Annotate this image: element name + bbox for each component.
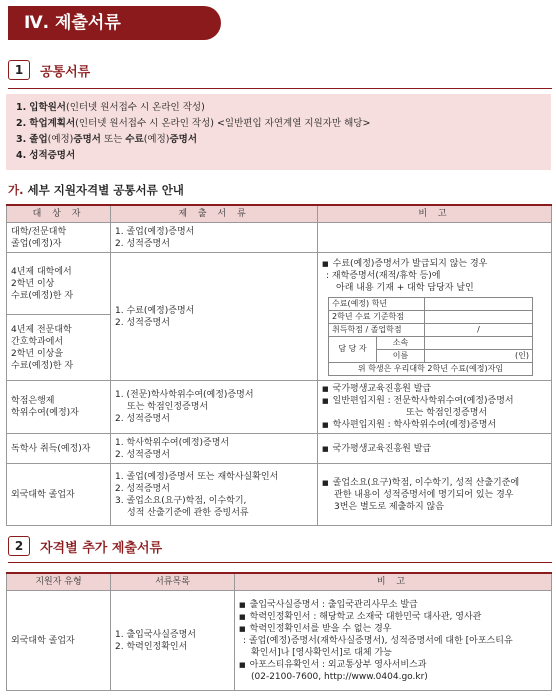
- table-row: 독학사 취득(예정)자 1. 학사학위수여(예정)증명서 2. 성적증명서 ■ 국가평생교육진흥원 발급: [7, 434, 552, 464]
- section-divider: [8, 88, 552, 89]
- subsection-title: 가. 세부 지원자격별 공통서류 안내: [8, 183, 184, 197]
- col-header-note: 비 고: [318, 205, 552, 223]
- common-item: 1. 입학원서(인터넷 원서접수 시 온라인 작성): [16, 102, 205, 113]
- section-number: 2: [8, 536, 30, 556]
- section-heading-common: [8, 60, 90, 80]
- table-row: 외국대학 졸업자 1. 졸업(예정)증명서 또는 재학사실확인서 2. 성적증명서 3. 졸업소요(요구)학점, 이수학기, 성적 산출기준에 관한 증빙서류 ■ 졸업소요(요구)학점, 이수학기, 성적 산출기준에 관한 내용이 성적증명서에 명기되어 있는 경우 3번은 별도로 제출하지 않음: [7, 464, 552, 526]
- additional-documents-table: [6, 572, 552, 691]
- table-row: 4년제 대학에서 2학년 이상 수료(예정)한 자 1. 수료(예정)증명서 2. 성적증명서 ■ 수료(예정)증명서가 발급되지 않는 경우 : 재학증명서(재적/휴학 등)에 아래 내용 기재 + 대학 담당자 날인 수료(예정) 학년 2학년 수료 기준학점 취득학점 / 졸업학점 / 담 당 자 소속 이름 (인) 위 학생은 우리대학 2학년 수료(예정)자임: [7, 253, 552, 315]
- col-header-note: 비 고: [235, 573, 552, 591]
- section-number: 1: [8, 60, 30, 80]
- section-divider: [8, 562, 552, 563]
- section-title: 자격별 추가 제출서류: [40, 540, 163, 556]
- common-item: 2. 학업계획서(인터넷 원서접수 시 온라인 작성) <일반편입 자연계열 지원자만 해당>: [16, 118, 371, 129]
- col-header-docs: 제 출 서 류: [111, 205, 318, 223]
- table-row: 외국대학 졸업자 1. 출입국사실증명서 2. 학력인정확인서 ■ 출입국사실증명서 : 출입국관리사무소 발급 ■ 학력인정확인서 : 해당학교 소재국 대한민국 대사관, 영사관 ■ 학력인정확인서를 받을 수 없는 경우 : 졸업(예정)증명서(재학사실증명서), 성적증명서에 대한 [아포스티유 확인서]나 [영사확인서]로 대체 가능 ■ 아포스티유확인서 : 외교통상부 영사서비스과 (02-2100-7600, http://www.0404.go.kr): [7, 591, 552, 691]
- certification-form: 수료(예정) 학년 2학년 수료 기준학점 취득학점 / 졸업학점 / 담 당 자 소속 이름 (인) 위 학생은 우리대학 2학년 수료(예정)자임: [328, 297, 533, 376]
- table-row: 대학/전문대학 졸업(예정)자 1. 졸업(예정)증명서 2. 성적증명서: [7, 223, 552, 253]
- common-item: 3. 졸업(예정)증명서 또는 수료(예정)증명서: [16, 134, 198, 145]
- col-header-type: 지원자 유형: [7, 573, 111, 591]
- section-title: 공통서류: [40, 64, 91, 80]
- col-header-list: 서류목록: [111, 573, 235, 591]
- col-header-target: 대 상 자: [7, 205, 111, 223]
- table-row: 학점은행제 학위수여(예정)자 1. (전문)학사학위수여(예정)증명서 또는 학점인정증명서 2. 성적증명서 ■ 국가평생교육진흥원 발급 ■ 일반편입지원 : 전문학사학위수여(예정)증명서 또는 학점인정증명서 ■ 학사편입지원 : 학사학위수여(예정)증명서: [7, 381, 552, 434]
- chapter-banner: Ⅳ. 제출서류: [8, 6, 221, 40]
- common-item: 4. 성적증명서: [16, 150, 76, 161]
- table-row: 4년제 전문대학 간호학과에서 2학년 이상을 수료(예정)한 자: [7, 315, 552, 381]
- common-documents-box: [6, 94, 551, 170]
- common-documents-table: [6, 204, 552, 526]
- section-heading-additional: [8, 536, 162, 556]
